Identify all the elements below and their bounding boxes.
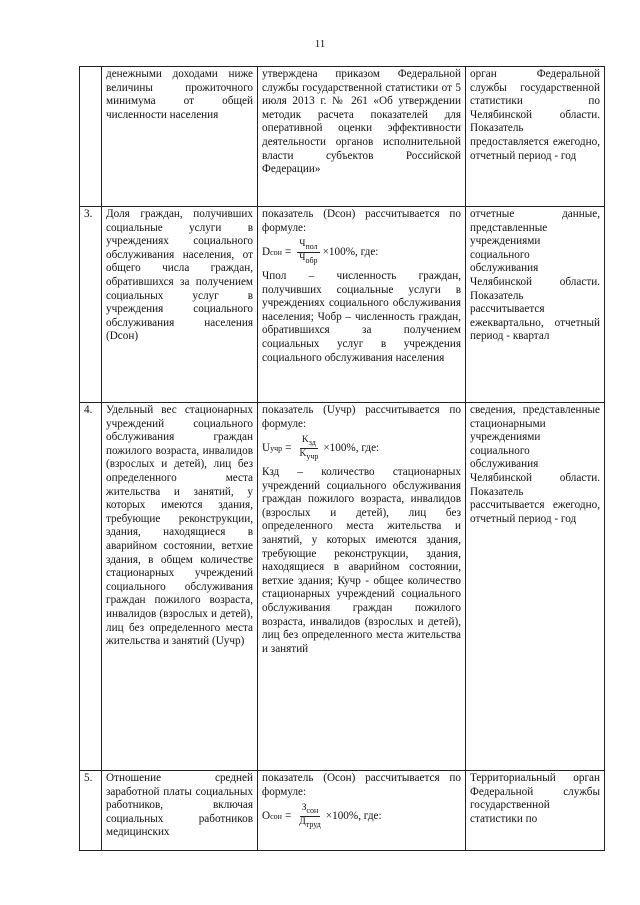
method-intro: показатель (Dсон) рассчитывается по формуле:	[262, 208, 461, 234]
indicator-name: денежными доходами ниже величины прожиточного минимума от общей численности населения	[102, 67, 258, 207]
fraction-numerator: З	[301, 803, 307, 814]
formula-fraction	[297, 435, 320, 462]
calculation-method	[258, 403, 466, 771]
data-source: Территориальный орган Федеральной службы государственной статистики по	[466, 771, 605, 851]
row-number: 5.	[80, 771, 102, 851]
formula-lhs-sub: сон	[270, 811, 282, 821]
fraction-denominator-sub: обр	[305, 255, 318, 265]
calculation-method: утверждена приказом Федеральной службы государственной статистики от 5 июля 2013 г. № 261 «Об утверждении методик расчета показателей для оперативной оценки эффективности деятельности органов исполнительной власти субъектов Российской Федерации»	[258, 67, 466, 207]
indicators-table	[79, 66, 605, 851]
indicator-name: Доля граждан, получивших социальные услуги в учреждениях социального обслуживания населения, от общего числа граждан, обратившихся за получением социальных услуг в учреждения социального обслуживания населения (Dсон)	[102, 207, 258, 403]
method-intro: показатель (Осон) рассчитывается по формуле:	[262, 772, 461, 798]
formula-lhs-sub: сон	[270, 247, 282, 257]
formula: U учр = $\frac{K_{зд}}{K_{учр}}$ ×100%, где:	[262, 435, 380, 461]
fraction-denominator-sub: учр	[306, 451, 319, 461]
table-row	[80, 67, 605, 207]
method-definitions: Чпол – численность граждан, получивших социальные услуги в учреждениях социального обслуживания населения; Чобр – численность граждан, обратившихся за получением социальных услуг в учреждения социального обслуживания населения	[262, 269, 461, 364]
indicator-name: Удельный вес стационарных учреждений социального обслуживания граждан пожилого возраста, инвалидов (взрослых и детей), лиц без определенного места жительства и занятий, у которых имеются здания, требующие реконструкции, здания, находящиеся в аварийном состоянии, ветхие здания, в общем количестве стационарных учреждений социального обслуживания граждан пожилого возраста, инвалидов (взрослых и детей), лиц без определенного места жительства и занятий (Uучр)	[102, 403, 258, 771]
data-source: орган Федеральной службы государственной статистики по Челябинской области. Показатель предоставляется ежегодно, отчетный период - год	[466, 67, 605, 207]
fraction-denominator-sub: труд	[305, 819, 321, 829]
table-row	[80, 771, 605, 851]
fraction-denominator: Д	[299, 817, 306, 828]
data-source: отчетные данные, представленные учреждениями социального обслуживания Челябинской области. Показатель рассчитывается ежеквартально, отчетный период - квартал	[466, 207, 605, 403]
method-definitions: Кзд – количество стационарных учреждений социального обслуживания граждан пожилого возраста, инвалидов (взрослых и детей), лиц без определенного места жительства и занятий, у которых имеются здания, требующие реконструкции, здания, находящиеся в аварийном состоянии, ветхие здания; Кучр - общее количество стационарных учреждений социального обслуживания граждан пожилого возраста, инвалидов (взрослых и детей), лиц без определенного места жительства и занятий	[262, 465, 461, 655]
data-source: сведения, представленные стационарными учреждениями социального обслуживания Челябинской области. Показатель рассчитывается ежегодно, отчетный период - год	[466, 403, 605, 771]
table-row	[80, 207, 605, 403]
formula-fraction	[297, 239, 319, 266]
fraction-numerator-sub: зд	[308, 438, 316, 448]
formula-lhs-sub: учр	[270, 443, 283, 453]
fraction-numerator-sub: сон	[306, 806, 319, 816]
calculation-method	[258, 771, 466, 851]
formula-lhs: D	[262, 245, 271, 258]
formula-lhs: U	[262, 441, 271, 454]
fraction-numerator: K	[301, 435, 309, 446]
fraction-numerator-sub: пол	[305, 242, 318, 252]
formula-tail: ×100%, где:	[322, 245, 379, 258]
page-number: 11	[314, 38, 326, 50]
formula: D сон = $\frac{Ч_{пол}}{Ч_{обр}}$ ×100%, где:	[262, 239, 379, 265]
formula: O сон = $\frac{З_{сон}}{Д_{труд}}$ ×100%, где:	[262, 803, 382, 829]
row-number: 4.	[80, 403, 102, 771]
table-row	[80, 403, 605, 771]
calculation-method	[258, 207, 466, 403]
formula-tail: ×100%, где:	[323, 441, 380, 454]
fraction-denominator: K	[299, 449, 307, 460]
fraction-numerator: Ч	[299, 239, 306, 250]
formula-lhs: O	[262, 809, 271, 822]
formula-fraction	[297, 803, 323, 830]
formula-tail: ×100%, где:	[325, 809, 382, 822]
fraction-denominator: Ч	[299, 253, 306, 264]
row-number	[80, 67, 102, 207]
indicator-name: Отношение средней заработной платы социальных работников, включая социальных работников медицинских	[102, 771, 258, 851]
method-intro: показатель (Uучр) рассчитывается по формуле:	[262, 404, 461, 430]
row-number: 3.	[80, 207, 102, 403]
